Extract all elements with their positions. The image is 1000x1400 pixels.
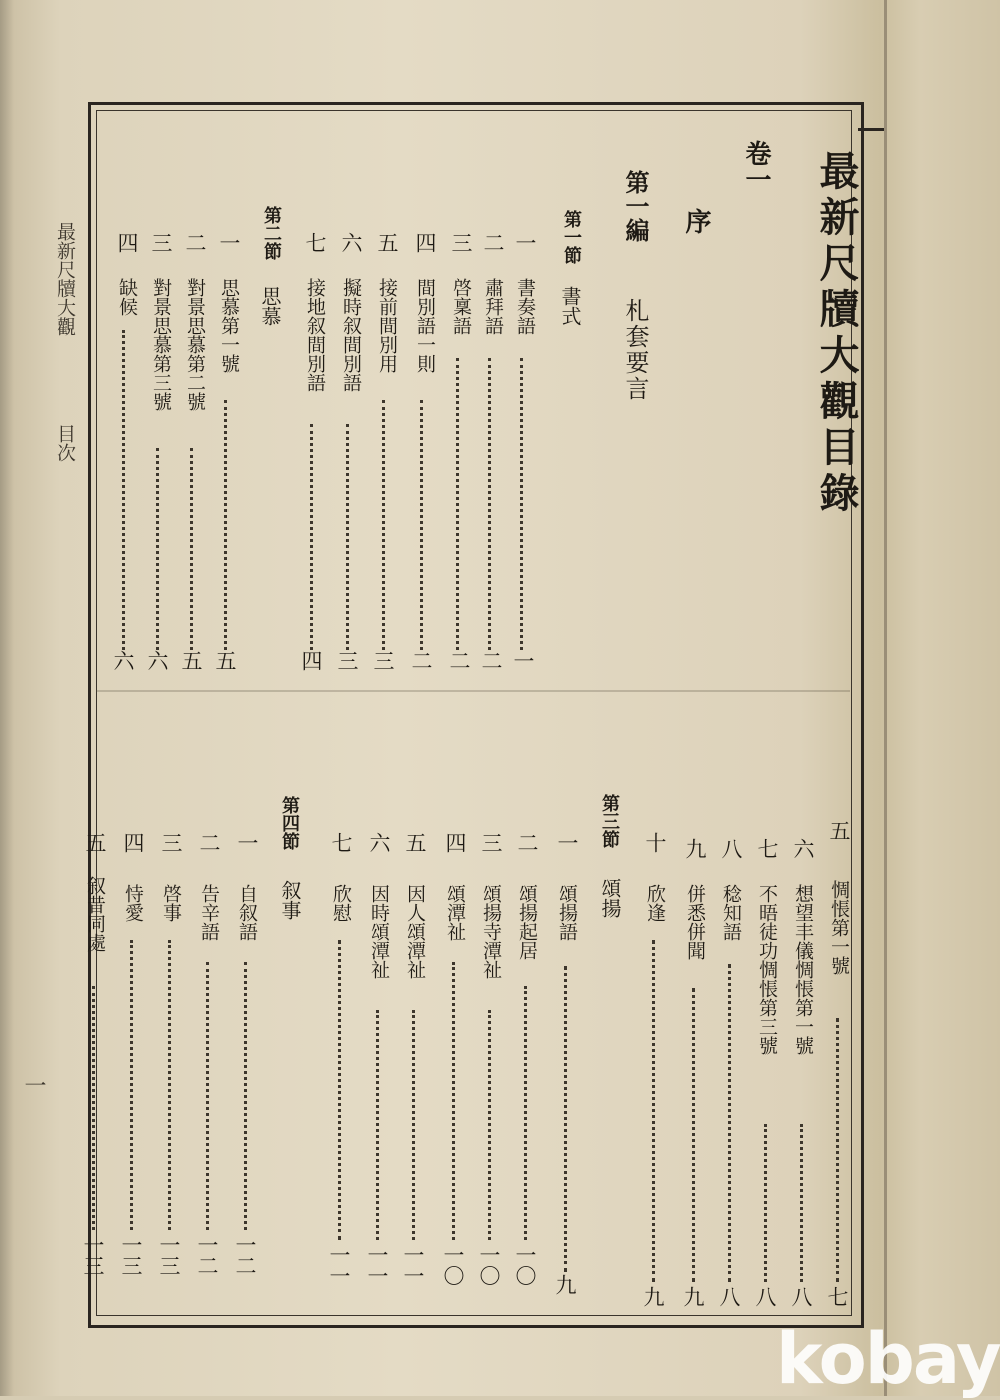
entry-page: 六 bbox=[111, 650, 135, 671]
entry-page: 三 bbox=[335, 650, 359, 671]
entry-number: 一 bbox=[217, 232, 241, 253]
entry-page: 九 bbox=[641, 1286, 665, 1307]
entry-number: 七 bbox=[755, 838, 779, 859]
leader-dots bbox=[122, 330, 125, 650]
entry-number: 三 bbox=[449, 232, 473, 253]
entry-text: 欣逢 bbox=[644, 884, 666, 922]
entry-page: 八 bbox=[789, 1286, 813, 1307]
entry-number: 六 bbox=[791, 838, 815, 859]
entry-number: 二 bbox=[183, 232, 207, 253]
entry-text: 間別語一則 bbox=[414, 278, 436, 373]
entry-text: 恃愛 bbox=[122, 884, 144, 922]
entry-page: 七 bbox=[825, 1286, 849, 1307]
leader-dots bbox=[652, 940, 655, 1282]
leader-dots bbox=[520, 358, 523, 650]
entry-number: 一 bbox=[513, 232, 537, 253]
entry-page: 一三 bbox=[119, 1234, 143, 1276]
entry-page: 八 bbox=[753, 1286, 777, 1307]
leader-dots bbox=[156, 448, 159, 650]
entry-text: 不晤徒功惆悵第三號 bbox=[756, 884, 778, 1055]
entry-number: 五 bbox=[83, 832, 107, 853]
entry-number: 一 bbox=[555, 832, 579, 853]
entry-page: 一一 bbox=[365, 1244, 389, 1286]
entry-page: 一二 bbox=[233, 1234, 257, 1276]
entry-text: 叙昔同處 bbox=[84, 876, 106, 952]
entry-text: 擬時叙間別語 bbox=[340, 278, 362, 392]
section-number: 第一節 bbox=[561, 210, 582, 264]
entry-page: 一〇 bbox=[477, 1244, 501, 1286]
entry-number: 三 bbox=[159, 832, 183, 853]
entry-number: 二 bbox=[481, 232, 505, 253]
section-number: 第二節 bbox=[261, 206, 282, 260]
entry-number: 二 bbox=[515, 832, 539, 853]
running-title: 最新尺牘大觀 bbox=[54, 222, 76, 336]
volume-label: 卷一 bbox=[741, 140, 771, 192]
entry-number: 五 bbox=[403, 832, 427, 853]
entry-number: 四 bbox=[115, 232, 139, 253]
entry-number: 七 bbox=[329, 832, 353, 853]
entry-number: 四 bbox=[121, 832, 145, 853]
leader-dots bbox=[244, 962, 247, 1230]
entry-page: 一三 bbox=[81, 1234, 105, 1276]
entry-number: 三 bbox=[149, 232, 173, 253]
entry-page: 九 bbox=[681, 1286, 705, 1307]
watermark-logo: kobay bbox=[776, 1318, 1000, 1400]
leader-dots bbox=[338, 940, 341, 1240]
book-title: 最新尺牘大觀目錄 bbox=[813, 150, 860, 518]
part-number: 第一編 bbox=[621, 170, 650, 242]
entry-page: 六 bbox=[145, 650, 169, 671]
entry-text: 對景思慕第三號 bbox=[150, 278, 172, 411]
entry-page: 一一 bbox=[401, 1244, 425, 1286]
entry-number: 八 bbox=[719, 838, 743, 859]
entry-number: 三 bbox=[479, 832, 503, 853]
entry-page: 九 bbox=[553, 1274, 577, 1295]
entry-text: 併悉併聞 bbox=[684, 884, 706, 960]
page-shadow-left bbox=[0, 0, 14, 1396]
entry-text: 對景思慕第二號 bbox=[184, 278, 206, 411]
entry-text: 思慕第一號 bbox=[218, 278, 240, 373]
leader-dots bbox=[224, 400, 227, 650]
leader-dots bbox=[206, 962, 209, 1230]
frame-rule-extension bbox=[858, 128, 884, 131]
entry-page: 三 bbox=[371, 650, 395, 671]
leader-dots bbox=[456, 358, 459, 650]
entry-page: 八 bbox=[717, 1286, 741, 1307]
section-number: 第四節 bbox=[279, 796, 300, 850]
entry-text: 接地叙間別語 bbox=[304, 278, 326, 392]
section-title: 書式 bbox=[558, 286, 582, 326]
entry-text: 因人頌潭祉 bbox=[404, 884, 426, 979]
entry-text: 想望丰儀惆悵第一號 bbox=[792, 884, 814, 1055]
leader-dots bbox=[728, 964, 731, 1282]
entry-page: 五 bbox=[213, 650, 237, 671]
leader-dots bbox=[190, 448, 193, 650]
margin-page-number: 一 bbox=[21, 1074, 46, 1096]
leader-dots bbox=[376, 1010, 379, 1240]
entry-number: 一 bbox=[235, 832, 259, 853]
leader-dots bbox=[420, 400, 423, 650]
leader-dots bbox=[412, 1010, 415, 1240]
entry-page: 四 bbox=[299, 650, 323, 671]
entry-text: 肅拜語 bbox=[482, 278, 504, 335]
leader-dots bbox=[130, 940, 133, 1230]
leader-dots bbox=[692, 988, 695, 1282]
entry-text: 頌揚語 bbox=[556, 884, 578, 941]
entry-number: 四 bbox=[443, 832, 467, 853]
entry-page: 二 bbox=[409, 650, 433, 671]
entry-number: 六 bbox=[367, 832, 391, 853]
section-title: 叙事 bbox=[278, 880, 302, 920]
entry-text: 稔知語 bbox=[720, 884, 742, 941]
leader-dots bbox=[488, 358, 491, 650]
entry-text: 啓稟語 bbox=[450, 278, 472, 335]
running-section: 目次 bbox=[54, 424, 76, 462]
leader-dots bbox=[382, 400, 385, 650]
leader-dots bbox=[524, 986, 527, 1240]
preface-label: 序 bbox=[681, 208, 711, 234]
facing-page-edge bbox=[884, 0, 887, 1396]
section-title: 思慕 bbox=[258, 286, 282, 326]
leader-dots bbox=[764, 1124, 767, 1282]
entry-text: 頌潭祉 bbox=[444, 884, 466, 941]
entry-text: 接前間別用 bbox=[376, 278, 398, 373]
entry-page: 一 bbox=[511, 650, 535, 671]
entry-page: 二 bbox=[447, 650, 471, 671]
entry-number: 二 bbox=[197, 832, 221, 853]
entry-text: 惆悵第一號 bbox=[828, 880, 850, 975]
entry-page: 一二 bbox=[195, 1234, 219, 1276]
entry-page: 一〇 bbox=[441, 1244, 465, 1286]
entry-text: 頌揚寺潭祉 bbox=[480, 884, 502, 979]
leader-dots bbox=[836, 1018, 839, 1282]
entry-number: 五 bbox=[375, 232, 399, 253]
entry-number: 四 bbox=[413, 232, 437, 253]
leader-dots bbox=[564, 966, 567, 1272]
entry-number: 六 bbox=[339, 232, 363, 253]
leader-dots bbox=[346, 424, 349, 650]
entry-page: 一三 bbox=[157, 1234, 181, 1276]
entry-text: 因時頌潭祉 bbox=[368, 884, 390, 979]
leader-dots bbox=[452, 962, 455, 1240]
entry-text: 書奏語 bbox=[514, 278, 536, 335]
entry-text: 告辛語 bbox=[198, 884, 220, 941]
entry-page: 一〇 bbox=[513, 1244, 537, 1286]
section-title: 頌揚 bbox=[598, 878, 622, 918]
entry-page: 五 bbox=[179, 650, 203, 671]
leader-dots bbox=[168, 940, 171, 1230]
section-number: 第三節 bbox=[599, 794, 620, 848]
entry-text: 啓事 bbox=[160, 884, 182, 922]
part-title: 札套要言 bbox=[621, 298, 649, 402]
leader-dots bbox=[92, 986, 95, 1230]
leader-dots bbox=[488, 1010, 491, 1240]
entry-page: 一一 bbox=[327, 1244, 351, 1286]
page-fold-crease bbox=[96, 690, 850, 692]
entry-number: 七 bbox=[303, 232, 327, 253]
leader-dots bbox=[310, 424, 313, 650]
entry-page: 二 bbox=[479, 650, 503, 671]
entry-number: 五 bbox=[827, 820, 851, 841]
leader-dots bbox=[800, 1124, 803, 1282]
entry-text: 自叙語 bbox=[236, 884, 258, 941]
entry-number: 九 bbox=[683, 838, 707, 859]
entry-text: 缺候 bbox=[116, 278, 138, 316]
entry-number: 十 bbox=[643, 832, 667, 853]
entry-text: 頌揚起居 bbox=[516, 884, 538, 960]
entry-text: 欣慰 bbox=[330, 884, 352, 922]
